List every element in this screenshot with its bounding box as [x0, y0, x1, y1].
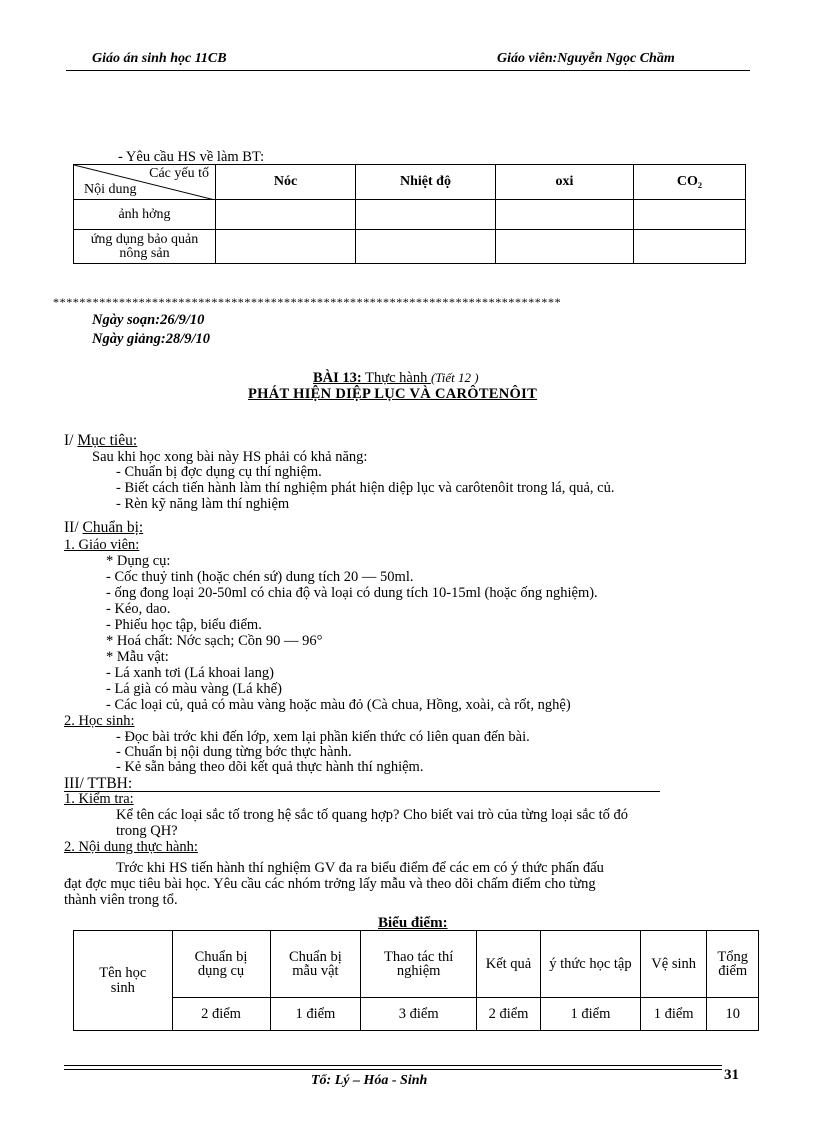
- col-header: Nóc: [216, 165, 356, 200]
- star-separator: *****************************************************************************: [53, 296, 562, 309]
- lesson-type: Thực hành: [361, 370, 431, 386]
- section2-num: II/: [64, 519, 83, 536]
- col-header: CO₂: [634, 165, 746, 200]
- header-left: Giáo án sinh học 11CB: [92, 51, 227, 66]
- score-value: 2 điểm: [477, 998, 541, 1031]
- lesson-heading: [313, 371, 479, 386]
- section3-heading: III/ TTBH:: [64, 775, 133, 792]
- table-cell: [216, 200, 356, 230]
- footer-rule-top: [64, 1065, 722, 1066]
- section1-heading: [64, 433, 137, 449]
- objective-item: - Chuẩn bị đợc dụng cụ thí nghiệm.: [116, 464, 322, 480]
- prep-line: - Kéo, dao.: [106, 601, 171, 617]
- footer-text: Tổ: Lý – Hóa - Sinh: [311, 1073, 428, 1088]
- prep-line: - ống đong loại 20-50ml có chia độ và loại có dung tích 10-15ml (hoặc ống nghiệm).: [106, 585, 598, 601]
- score-header: ý thức học tập: [540, 931, 640, 998]
- date-taught: Ngày giảng:28/9/10: [92, 331, 211, 347]
- homework-intro: - Yêu cầu HS về làm BT:: [118, 149, 265, 165]
- score-header: Vệ sinh: [640, 931, 706, 998]
- prep-line: * Hoá chất: Nớc sạch; Cồn 90 — 96°: [106, 633, 323, 649]
- score-title: Biểu điểm:: [378, 915, 448, 931]
- section2-heading: [64, 520, 143, 536]
- paragraph-line: đạt đợc mục tiêu bài học. Yêu cầu các nhóm trởng lấy mẫu và theo dõi chấm điểm cho từng: [64, 876, 596, 892]
- score-header: Chuẩn bị mẫu vật: [270, 931, 361, 998]
- prep-line: - Phiếu học tập, biểu điểm.: [106, 617, 262, 633]
- student-line: - Chuẩn bị nội dung từng bớc thực hành.: [116, 744, 352, 760]
- section1-title: Mục tiêu:: [77, 432, 138, 449]
- check-heading: 1. Kiểm tra:: [64, 791, 134, 807]
- lesson-number: BÀI 13:: [313, 370, 362, 386]
- prep-line: - Cốc thuỷ tinh (hoặc chén sứ) dung tích 20 — 50ml.: [106, 569, 414, 585]
- row-label: ảnh hởng: [74, 200, 216, 230]
- date-prepared: Ngày soạn:26/9/10: [92, 312, 205, 328]
- score-header: Thao tác thí nghiệm: [361, 931, 477, 998]
- section1-intro: Sau khi học xong bài này HS phải có khả năng:: [92, 449, 368, 465]
- section3-rule: [64, 791, 660, 792]
- header-rule: [66, 70, 750, 71]
- score-value: 1 điểm: [540, 998, 640, 1031]
- score-value: 10: [707, 998, 759, 1031]
- lesson-period: (Tiết 12 ): [430, 370, 479, 385]
- section1-num: I/: [64, 432, 78, 449]
- score-value: 3 điểm: [361, 998, 477, 1031]
- table-cell: [496, 200, 634, 230]
- score-table: [73, 930, 759, 1031]
- header-right: Giáo viên:Nguyễn Ngọc Chầm: [497, 51, 675, 66]
- footer-rule-bottom: [64, 1069, 722, 1070]
- col-header: Nhiệt độ: [356, 165, 496, 200]
- student-line: - Đọc bài trớc khi đến lớp, xem lại phần kiến thức có liên quan đến bài.: [116, 729, 530, 745]
- score-value: 1 điểm: [270, 998, 361, 1031]
- student-heading: 2. Học sinh:: [64, 713, 135, 729]
- prep-line: - Lá già có màu vàng (Lá khế): [106, 681, 282, 697]
- page-number: 31: [724, 1067, 739, 1083]
- score-value: 1 điểm: [640, 998, 706, 1031]
- score-value: 2 điểm: [172, 998, 270, 1031]
- table-cell: [216, 230, 356, 264]
- score-header: Chuẩn bị dụng cụ: [172, 931, 270, 998]
- col-header: oxi: [496, 165, 634, 200]
- corner-cell: [74, 165, 216, 200]
- table-cell: [356, 200, 496, 230]
- objective-item: - Biết cách tiến hành làm thí nghiệm phát hiện diệp lục và carôtenôit trong lá, quả, củ.: [116, 480, 615, 496]
- table-cell: [634, 200, 746, 230]
- student-line: - Kẻ sẵn bảng theo dõi kết quả thực hành thí nghiệm.: [116, 759, 424, 775]
- score-row-label: Tên học sinh: [74, 931, 173, 1031]
- paragraph-line: Trớc khi HS tiến hành thí nghiệm GV đa ra biểu điểm để các em có ý thức phấn đấu: [116, 860, 604, 876]
- corner-top: Các yếu tố: [149, 166, 209, 181]
- content-heading: 2. Nội dung thực hành:: [64, 839, 198, 855]
- prep-line: * Dụng cụ:: [106, 553, 171, 569]
- table-cell: [496, 230, 634, 264]
- table-cell: [356, 230, 496, 264]
- teacher-heading: 1. Giáo viên:: [64, 537, 140, 553]
- prep-line: - Các loại củ, quả có màu vàng hoặc màu đỏ (Cà chua, Hồng, xoài, cà rốt, nghệ): [106, 697, 571, 713]
- row-label: ứng dụng bảo quản nông sản: [74, 230, 216, 264]
- lesson-title: PHÁT HIỆN DIỆP LỤC VÀ CARÔTENÔIT: [248, 386, 538, 402]
- corner-bottom: Nội dung: [84, 182, 137, 197]
- score-header: Kết quả: [477, 931, 541, 998]
- homework-table: [73, 164, 746, 264]
- section2-title: Chuẩn bị:: [82, 519, 144, 536]
- table-cell: [634, 230, 746, 264]
- check-text: Kể tên các loại sắc tố trong hệ sắc tố quang hợp? Cho biết vai trò của từng loại sắc tố đó: [116, 807, 628, 823]
- prep-line: * Mẫu vật:: [106, 649, 169, 665]
- check-text: trong QH?: [116, 823, 178, 839]
- paragraph-line: thành viên trong tổ.: [64, 892, 178, 908]
- prep-line: - Lá xanh tơi (Lá khoai lang): [106, 665, 274, 681]
- score-header: Tổng điểm: [707, 931, 759, 998]
- objective-item: - Rèn kỹ năng làm thí nghiệm: [116, 496, 290, 512]
